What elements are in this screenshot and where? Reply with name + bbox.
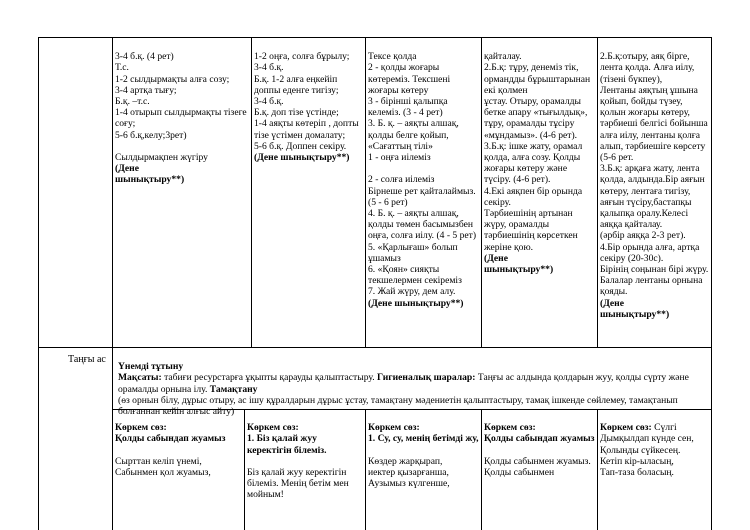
poem-cell-1: [115, 411, 242, 529]
exercise-text: 1-2 оңға, солға бұрылу; 3-4 б.қ. Б.қ. 1-2 алға еңкейіп доппы еденге тигізу; 3-4 б.қ. Б.қ. доп тізе үстінде; 1-4 аяқты көтеріп , допты тізе үстімен домалату; 5-6 б.қ. Доппен секіру.: [254, 51, 359, 152]
table-top-border: [38, 37, 711, 38]
poem-title: Көркем сөз: 1. Су, су, менің бетімді жу,: [368, 422, 479, 445]
exercise-cell-2: [254, 40, 363, 345]
poem-cell-4: [484, 411, 595, 529]
column-divider: [365, 37, 366, 347]
row-divider: [38, 347, 711, 348]
column-divider: [481, 409, 482, 530]
poem-cell-5: [600, 411, 710, 529]
column-divider: [244, 409, 245, 530]
hygiene-label: Гигиеналық шаралар:: [374, 372, 476, 384]
poem-cell-3: [368, 411, 479, 529]
poem-cell-2: [247, 411, 363, 529]
breakfast-header: [118, 350, 708, 417]
poem-title: Көркем сөз: 1. Біз қалай жуу керектігін білеміз.: [247, 422, 327, 456]
poem-text: Сырттан келіп үнемі, Сабынмен қол жуамыз,: [115, 455, 211, 479]
column-divider: [251, 37, 252, 347]
section-title: Үнемді тұтыну: [118, 361, 184, 373]
column-divider: [365, 409, 366, 530]
hygiene-text: Таңғы ас алдында қолдарын жуу, қолды сүрту және орамалды орнына ілу.: [118, 372, 689, 395]
poem-text: Дымқылдап күнде сен, Қолынды сүйкесең. Кетіп кір-ыласың, Тап-таза боласың.: [600, 433, 694, 479]
poem-title: Көркем сөз:: [600, 422, 652, 434]
exercise-cell-3: [368, 40, 479, 345]
table-left-border: [38, 37, 39, 530]
exercise-cell-5: [600, 40, 710, 345]
poem-title: Көркем сөз: Қолды сабындап жуамыз: [484, 422, 595, 445]
exercise-text: Тексе қолда 2 - қолды жоғары көтереміз. Тексшені жоғары көтеру 3 - біріншi қалыпқа келеміз. (3 - 4 рет) 3. Б. қ. – аяқты алшақ, қолды белге қойып, «Сағаттың тілі» 1 - оңға иілеміз 2 - солға иілеміз Бірнеше рет қайталаймыз.(5 - 6 рет) 4. Б. қ. – аяқты алшақ, қолды төмен басымызбен оңға, солға иілу. (4 - 5 рет) 5. «Қарлығаш» болып ұшамыз 6. «Қоян» сияқты текшелермен секіреміз 7. Жай жүру, дем алу.: [368, 51, 477, 298]
poem-subtitle: Сүлгі: [651, 422, 677, 434]
row-label-breakfast: Таңғы ас: [68, 354, 106, 365]
poem-title: Көркем сөз: Қолды сабындап жуамыз: [115, 422, 226, 445]
poem-text: Біз қалай жуу керектігін білеміз. Менің бетім мен мойным!: [247, 467, 349, 501]
subject-tag: (Дене шынықтыру**): [600, 297, 670, 320]
poem-text: Қолды сабынмен жуамыз. Қолды сабынмен: [484, 455, 591, 479]
exercise-text: қайталау. 2.Б.қ: тұру, денеміз тік, ормандды бұрыштарынан екі қолмен ұстау. Отыру, орамалды бетке апару «тығылдық», тұру, орамалды тұсіру «мұндамыз». (4-6 рет). 3.Б.қ: ішке жату, орамал қолда, алға созу. Қолды жоғары көтеру және түсіру. (4-6 рет). 4.Екі аяқпен бір орында секіру. Тәрбиешінің артынан жүру, орамалды тәрбиешінің көрсеткен жеріне қою.: [484, 51, 591, 253]
subject-tag: (Дене шынықтыру**): [254, 152, 350, 164]
subject-tag: (Дене шынықтыру**): [484, 252, 554, 276]
column-divider: [481, 37, 482, 347]
exercise-text: 3-4 б.қ. (4 рет) Т.с. 1-2 сылдырмақты алға созу; 3-4 артқа тығу; Б.қ. –т.с. 1-4 отырып сылдырмақты тізеге соғу; 5-6 б.қ,келу;3рет) Сылдырмақпен жүгіру: [115, 51, 247, 164]
column-divider: [597, 37, 598, 347]
exercise-text: 2.Б.қ:отыру, аяқ бірге, лента қолда. Алға иілу, (тізені бүкпеу), Лентаны аяқтың ұшына қойып, бойды түзеу, қолын жоғары көтеру, тәрбиеші белгісі бойынша алға иілу, лентаны қолға алып, тәрбиешіге көрсету (5-6 рет. 3.Б.қ: арқаға жату, лента қолда, алдында.Бір аяғын көтеру, лентаға тигізу, аяғын түсіру,бастапқы қалыпқа оралу.Келесі аяққа қайталау. (әрбір аяққа 2-3 рет). 4.Бір орында алға, артқа секіру (20-30с). Бірінің соңынан бірі жүру. Балалар лентаны орнына қояды.: [600, 51, 709, 298]
meal-label: Тамақтану: [207, 383, 258, 395]
table-right-border: [711, 37, 712, 530]
exercise-cell-1: [115, 40, 248, 345]
goal-label: Мақсаты:: [118, 372, 162, 384]
label-column-divider: [112, 37, 113, 530]
meal-text: (өз орнын білу, дұрыс отыру, ас ішу құралдарын дұрыс ұстау, тамақтану мәдениетін қалыптастыру, тамақ ішкенде сөйлемеу, тамақтанып болғаннан кейін алғыс айту): [118, 394, 678, 418]
subject-tag: (Дене шынықтыру**): [115, 163, 185, 186]
column-divider: [597, 409, 598, 530]
subject-tag: (Дене шынықтыру**): [368, 297, 464, 309]
exercise-cell-4: [484, 40, 595, 345]
goal-text: табиғи ресурстарға ұқыпты қарауды қалыптастыру.: [161, 372, 375, 384]
poem-text: Көздер жарқырап, иектер қызарғанша, Аузымыз күлгенше,: [368, 455, 450, 490]
